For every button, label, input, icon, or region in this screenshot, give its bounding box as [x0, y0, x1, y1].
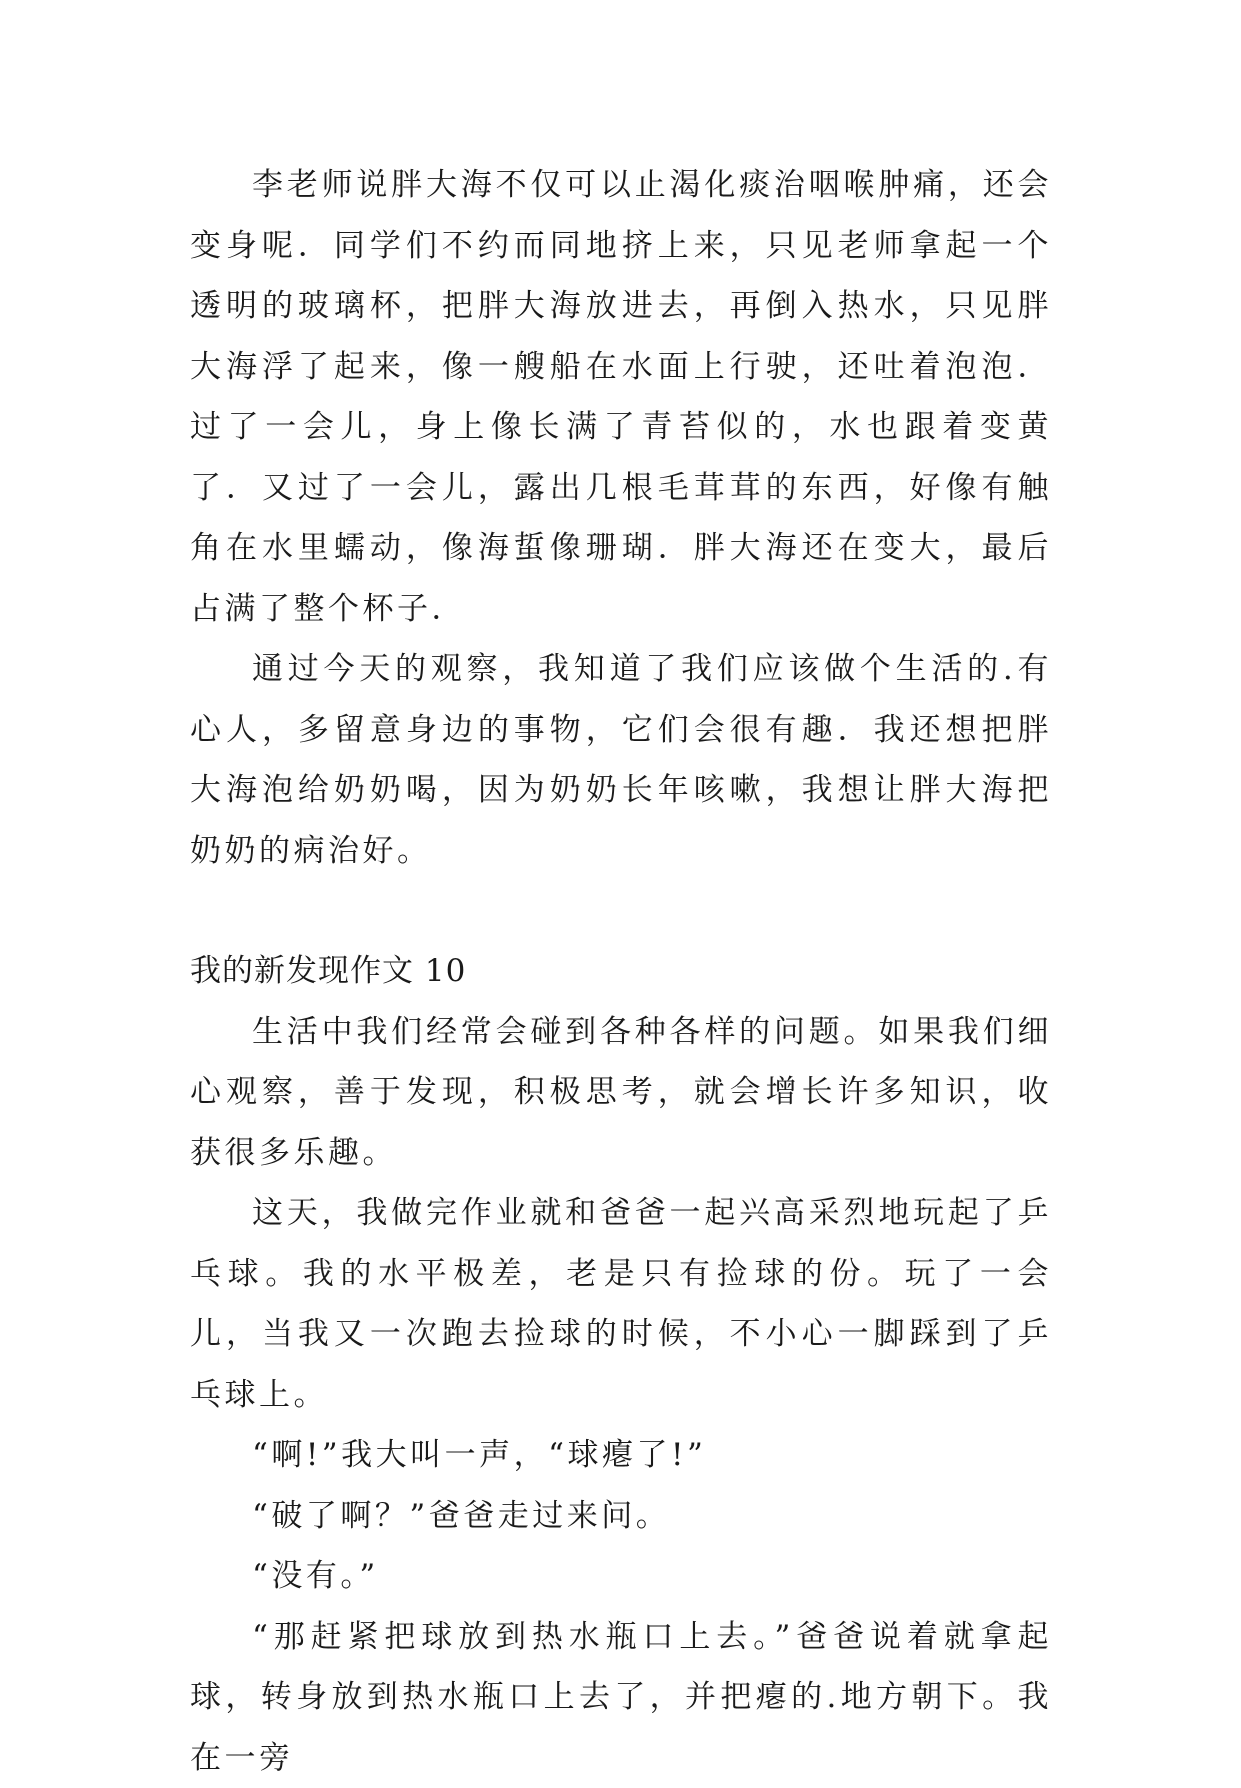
document-body [190, 155, 1052, 1788]
dialogue-line-1: “啊!”我大叫一声，“球瘪了!” [190, 1425, 1052, 1486]
dialogue-line-3: “没有。” [190, 1546, 1052, 1607]
paragraph-pangdahai-transform: 李老师说胖大海不仅可以止渴化痰治咽喉肿痛，还会变身呢．同学们不约而同地挤上来，只见老师拿起一个透明的玻璃杯，把胖大海放进去，再倒入热水，只见胖大海浮了起来，像一艘船在水面上行驶，还吐着泡泡．过了一会儿，身上像长满了青苔似的，水也跟着变黄了．又过了一会儿，露出几根毛茸茸的东西，好像有触角在水里蠕动，像海蜇像珊瑚．胖大海还在变大，最后占满了整个杯子． [190, 155, 1052, 639]
paragraph-ping-pong: 这天，我做完作业就和爸爸一起兴高采烈地玩起了乒乓球。我的水平极差，老是只有捡球的份。玩了一会儿，当我又一次跑去捡球的时候，不小心一脚踩到了乒乓球上。 [190, 1183, 1052, 1425]
paragraph-intro: 生活中我们经常会碰到各种各样的问题。如果我们细心观察，善于发现，积极思考，就会增长许多知识，收获很多乐趣。 [190, 1002, 1052, 1184]
dialogue-line-2: “破了啊？”爸爸走过来问。 [190, 1486, 1052, 1547]
paragraph-hot-water-bottle: “那赶紧把球放到热水瓶口上去。”爸爸说着就拿起球，转身放到热水瓶口上去了，并把瘪的.地方朝下。我在一旁 [190, 1607, 1052, 1788]
essay-heading: 我的新发现作文 10 [190, 941, 1052, 1002]
paragraph-observation-conclusion: 通过今天的观察，我知道了我们应该做个生活的.有心人，多留意身边的事物，它们会很有趣．我还想把胖大海泡给奶奶喝，因为奶奶长年咳嗽，我想让胖大海把奶奶的病治好。 [190, 639, 1052, 881]
